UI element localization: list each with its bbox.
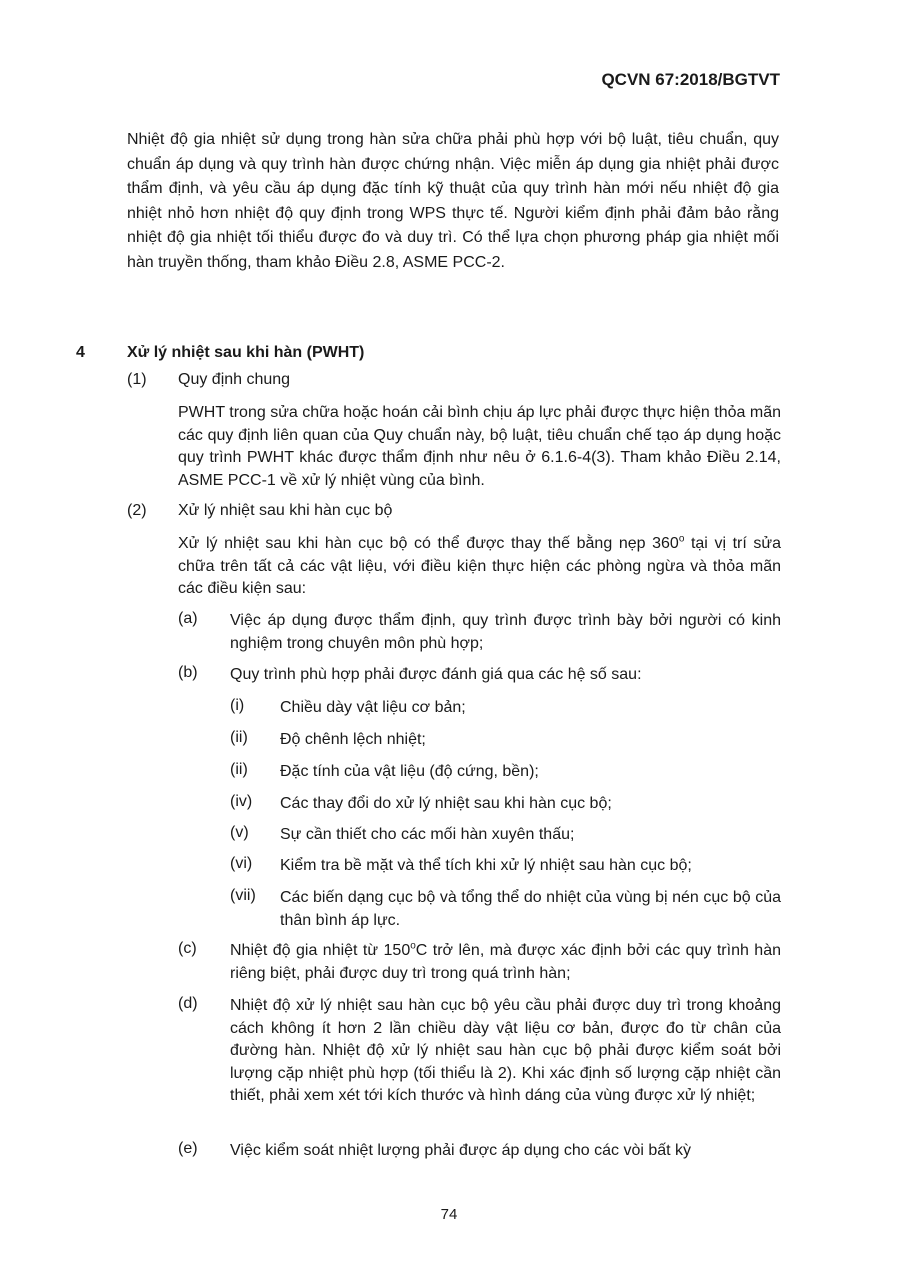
document-code-header: QCVN 67:2018/BGTVT <box>601 70 780 89</box>
subitem-vi-mark: (vi) <box>230 855 253 872</box>
subitem-vi-text: Kiểm tra bề mặt và thể tích khi xử lý nhiệt sau hàn cục bộ; <box>280 857 692 874</box>
section-number: 4 <box>76 344 85 361</box>
item-c-text-b: C trở lên, mà được xác định bởi các quy trình hàn riêng biệt, phải được duy trì trong quá trình hàn; <box>230 942 781 982</box>
clause-2-text-b: tại vị trí sửa chữa trên tất cả các vật liệu, với điều kiện thực hiện các phòng ngừa và thỏa mãn các điều kiện sau: <box>178 535 782 597</box>
item-c-mark: (c) <box>178 940 197 957</box>
clause-2-number: (2) <box>127 502 147 519</box>
section-title: Xử lý nhiệt sau khi hàn (PWHT) <box>127 344 365 361</box>
degree-superscript: o <box>678 533 685 545</box>
subitem-iv-mark: (iv) <box>230 793 253 810</box>
subitem-vii-mark: (vii) <box>230 887 256 904</box>
subitem-ii-mark: (ii) <box>230 729 248 746</box>
item-c-text-a: Nhiệt độ gia nhiệt từ 150 <box>230 942 411 959</box>
subitem-vii-text: Các biến dạng cục bộ và tổng thể do nhiệt của vùng bị nén cục bộ của thân bình áp lực. <box>280 889 781 929</box>
subitem-i-text: Chiều dày vật liệu cơ bản; <box>280 699 466 716</box>
subitem-v-mark: (v) <box>230 824 249 841</box>
intro-paragraph: Nhiệt độ gia nhiệt sử dụng trong hàn sửa chữa phải phù hợp với bộ luật, tiêu chuẩn, quy chuẩn áp dụng và quy trình hàn được chứng nhận. Việc miễn áp dụng gia nhiệt phải được thẩm định, và yêu cầu áp dụng đặc tính kỹ thuật của quy trình hàn mới nếu nhiệt độ gia nhiệt nhỏ hơn nhiệt độ quy định trong WPS thực tế. Người kiểm định phải đảm bảo rằng nhiệt độ gia nhiệt tối thiểu được đo và duy trì. Có thể lựa chọn phương pháp gia nhiệt mối hàn truyền thống, tham khảo Điều 2.8, ASME PCC-2. <box>127 131 779 271</box>
subitem-ii-text: Độ chênh lệch nhiệt; <box>280 731 426 748</box>
clause-1-paragraph: PWHT trong sửa chữa hoặc hoán cải bình chịu áp lực phải được thực hiện thỏa mãn các quy định liên quan của Quy chuẩn này, bộ luật, tiêu chuẩn chế tạo áp dụng hoặc quy trình PWHT khác được thẩm định như nêu ở 6.1.6-4(3). Tham khảo Điều 2.14, ASME PCC-1 về xử lý nhiệt vùng của bình. <box>178 404 781 489</box>
subitem-v-text: Sự cần thiết cho các mối hàn xuyên thấu; <box>280 826 575 843</box>
page-number: 74 <box>440 1206 458 1223</box>
item-a-mark: (a) <box>178 610 198 627</box>
subitem-iv-text: Các thay đổi do xử lý nhiệt sau khi hàn cục bộ; <box>280 795 612 812</box>
clause-2-title: Xử lý nhiệt sau khi hàn cục bộ <box>178 502 393 519</box>
item-b-mark: (b) <box>178 664 198 681</box>
item-d-mark: (d) <box>178 995 198 1012</box>
subitem-iii-text: Đặc tính của vật liệu (độ cứng, bền); <box>280 763 539 780</box>
item-e-mark: (e) <box>178 1140 198 1157</box>
clause-1-number: (1) <box>127 371 147 388</box>
item-c-text <box>230 940 781 985</box>
subitem-iii-mark: (ii) <box>230 761 248 778</box>
item-a-text: Việc áp dụng được thẩm định, quy trình được trình bày bởi người có kinh nghiệm trong chuyên môn phù hợp; <box>230 612 781 652</box>
clause-2-paragraph <box>178 533 781 601</box>
subitem-i-mark: (i) <box>230 697 245 714</box>
item-d-text: Nhiệt độ xử lý nhiệt sau hàn cục bộ yêu cầu phải được duy trì trong khoảng cách không ít hơn 2 lần chiều dày vật liệu cơ bản, được đo từ chân của đường hàn. Nhiệt độ xử lý nhiệt sau hàn cục bộ phải được kiểm soát bởi lượng cặp nhiệt phù hợp (tối thiểu là 2). Khi xác định số lượng cặp nhiệt cần thiết, phải xem xét tới kích thước và hình dáng của vùng được xử lý nhiệt; <box>230 997 781 1104</box>
item-b-text: Quy trình phù hợp phải được đánh giá qua các hệ số sau: <box>230 666 642 683</box>
item-e-text: Việc kiểm soát nhiệt lượng phải được áp dụng cho các vòi bất kỳ <box>230 1142 692 1159</box>
clause-1-title: Quy định chung <box>178 371 291 388</box>
clause-2-text-a: Xử lý nhiệt sau khi hàn cục bộ có thể được thay thế bằng nẹp 360 <box>178 535 679 552</box>
degree-superscript: o <box>410 940 416 952</box>
